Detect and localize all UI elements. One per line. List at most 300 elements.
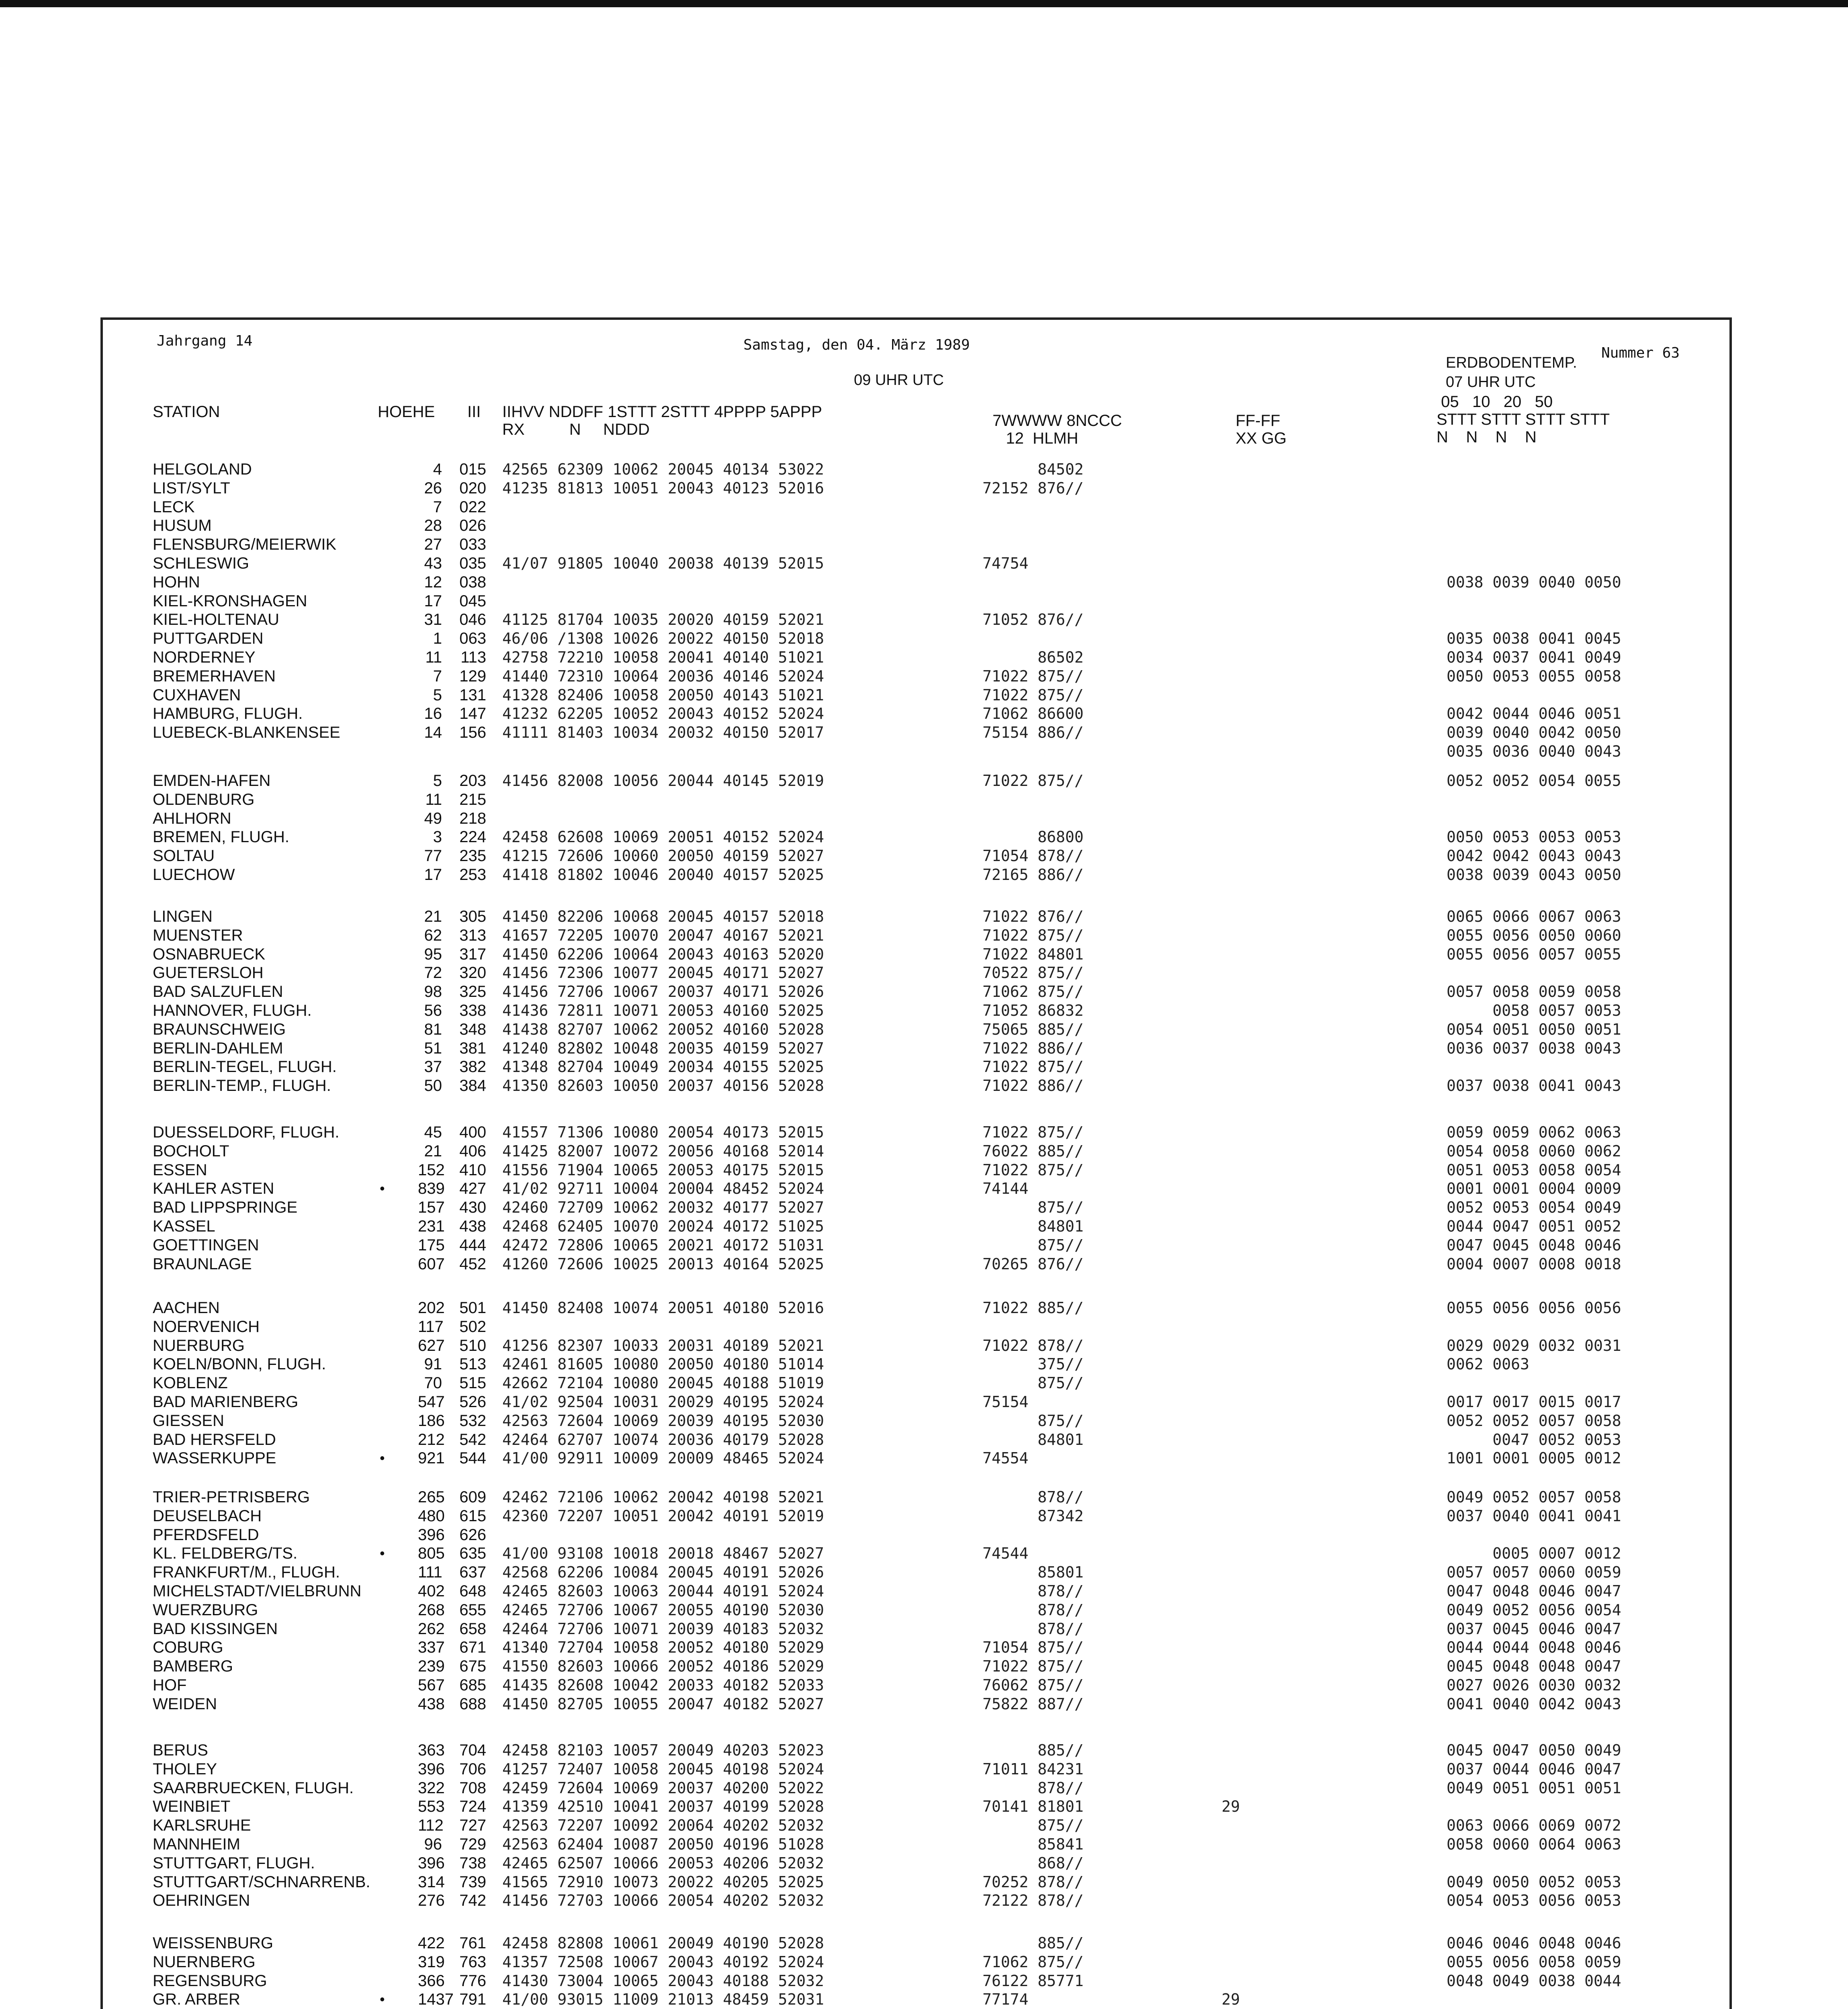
station-elevation: 56 — [424, 1002, 442, 1019]
station-row — [0, 1990, 1848, 2009]
station-row — [0, 1076, 1848, 1095]
station-index: 156 — [459, 724, 486, 741]
weather-groups: 868// — [982, 1854, 1084, 1872]
soil-depth-header: 05 10 20 50 — [1437, 393, 1553, 411]
soil-temperature-groups: 0057 0057 0060 0059 — [1447, 1563, 1621, 1581]
station-index: 113 — [460, 649, 486, 666]
weather-groups: 71022 875// — [982, 772, 1084, 790]
station-elevation: 396 — [418, 1526, 445, 1544]
soil-temperature-groups: 0055 0056 0057 0055 — [1447, 945, 1621, 963]
synop-groups: 41565 72910 10073 20022 40205 52025 — [502, 1873, 824, 1891]
station-name: BAD HERSFELD — [153, 1431, 276, 1448]
synop-groups: 42464 62707 10074 20036 40179 52028 — [502, 1431, 824, 1448]
station-index: 038 — [459, 573, 486, 591]
weather-groups: 87342 — [982, 1507, 1084, 1525]
weather-groups: 70522 875// — [982, 964, 1084, 982]
station-name: OLDENBURG — [153, 791, 255, 808]
station-row — [0, 1760, 1848, 1778]
weather-groups: 84502 — [982, 460, 1084, 478]
wind-gust-groups: 29 — [1222, 1991, 1240, 2008]
report-date: Samstag, den 04. März 1989 — [743, 337, 970, 353]
station-row — [0, 1374, 1848, 1392]
station-row — [0, 865, 1848, 884]
station-index: 427 — [459, 1180, 486, 1197]
station-row — [0, 1563, 1848, 1581]
weather-groups: 70252 878// — [982, 1873, 1084, 1891]
station-index: 761 — [459, 1934, 486, 1952]
synop-groups: 41/00 93015 11009 21013 48459 52031 — [502, 1991, 824, 2008]
weather-groups: 71022 875// — [982, 1058, 1084, 1076]
station-index: 708 — [459, 1779, 486, 1797]
station-row — [0, 1449, 1848, 1467]
station-index: 384 — [459, 1077, 486, 1095]
mountain-station-marker: • — [380, 1180, 385, 1197]
station-row — [0, 1393, 1848, 1411]
station-elevation: 152 — [418, 1161, 445, 1179]
station-elevation: 111 — [418, 1563, 442, 1581]
station-name: BREMERHAVEN — [153, 667, 276, 685]
station-name: BAD MARIENBERG — [153, 1393, 299, 1411]
synop-groups: 42563 72207 10092 20064 40202 52032 — [502, 1817, 824, 1834]
station-elevation: 26 — [424, 479, 442, 497]
station-elevation: 112 — [418, 1817, 444, 1834]
soil-temperature-groups: 0029 0029 0032 0031 — [1447, 1337, 1621, 1354]
soil-temperature-groups: 0027 0026 0030 0032 — [1447, 1676, 1621, 1694]
station-index: 410 — [459, 1161, 486, 1179]
station-index: 022 — [459, 498, 486, 516]
station-elevation: 50 — [424, 1077, 442, 1095]
mountain-station-marker: • — [380, 1545, 385, 1561]
station-row — [0, 686, 1848, 704]
station-index: 526 — [459, 1393, 486, 1411]
soil-temperature-groups: 0062 0063 — [1447, 1355, 1529, 1373]
synop-groups: 41456 72703 10066 20054 40202 52032 — [502, 1892, 824, 1909]
synop-groups: 41257 72407 10058 20045 40198 52024 — [502, 1760, 824, 1778]
soil-temperature-groups: 0059 0059 0062 0063 — [1447, 1123, 1621, 1141]
soil-temperature-groups: 0052 0052 0057 0058 — [1447, 1412, 1621, 1430]
soil-temperature-groups: 0037 0038 0041 0043 — [1447, 1077, 1621, 1095]
weather-groups: 71022 876// — [982, 908, 1084, 925]
station-name: KOELN/BONN, FLUGH. — [153, 1355, 326, 1373]
soil-temperature-groups: 0054 0051 0050 0051 — [1447, 1021, 1621, 1038]
station-index: 325 — [459, 983, 486, 1000]
station-name: GOETTINGEN — [153, 1236, 259, 1254]
station-index: 020 — [459, 479, 486, 497]
obs-time-label: 09 UHR UTC — [854, 372, 944, 389]
synop-groups: 41240 82802 10048 20035 40159 52027 — [502, 1039, 824, 1057]
station-index: 791 — [459, 1991, 486, 2008]
soil-temperature-groups: 0005 0007 0012 — [1447, 1545, 1621, 1562]
station-elevation: 70 — [424, 1374, 442, 1392]
station-name: WEIDEN — [153, 1695, 217, 1713]
station-elevation: 202 — [418, 1299, 445, 1317]
station-row — [0, 1161, 1848, 1179]
station-elevation: 567 — [418, 1676, 445, 1694]
weather-groups: 71022 886// — [982, 1039, 1084, 1057]
station-name: AHLHORN — [153, 810, 231, 827]
station-name: LECK — [153, 498, 195, 516]
station-index: 147 — [459, 705, 486, 722]
station-name: SAARBRUECKEN, FLUGH. — [153, 1779, 354, 1797]
weather-groups: 71011 84231 — [982, 1760, 1084, 1778]
station-name: GR. ARBER — [153, 1991, 240, 2008]
station-row — [0, 1797, 1848, 1816]
synop-groups: 41450 62206 10064 20043 40163 52020 — [502, 945, 824, 963]
synop-groups: 41/02 92504 10031 20029 40195 52024 — [502, 1393, 824, 1411]
weather-groups: 878// — [982, 1582, 1084, 1600]
station-index: 348 — [459, 1021, 486, 1038]
station-name: PUTTGARDEN — [153, 630, 264, 647]
station-row — [0, 1255, 1848, 1273]
station-index: 035 — [459, 554, 486, 572]
station-name: THOLEY — [153, 1760, 217, 1778]
soil-temp-title: ERDBODENTEMP. — [1446, 354, 1577, 371]
ff-column-subheader: XX GG — [1236, 430, 1287, 447]
station-row — [0, 460, 1848, 479]
station-elevation: 396 — [418, 1760, 445, 1778]
station-row — [0, 1601, 1848, 1619]
station-row — [0, 1854, 1848, 1872]
station-index: 253 — [459, 866, 486, 884]
station-elevation: 17 — [424, 866, 442, 884]
soil-temperature-groups: 0055 0056 0056 0056 — [1447, 1299, 1621, 1317]
station-elevation: 627 — [418, 1337, 445, 1354]
station-row — [0, 847, 1848, 865]
synop-groups: 41456 72306 10077 20045 40171 52027 — [502, 964, 824, 982]
weather-groups: 71052 86832 — [982, 1002, 1084, 1019]
station-row — [0, 907, 1848, 926]
station-name: FRANKFURT/M., FLUGH. — [153, 1563, 340, 1581]
station-elevation: 402 — [418, 1582, 445, 1600]
station-row — [0, 1507, 1848, 1525]
weather-groups: 72122 878// — [982, 1892, 1084, 1909]
weather-groups: 71022 885// — [982, 1299, 1084, 1317]
weather-groups: 875// — [982, 1236, 1084, 1254]
synop-groups: 41/02 92711 10004 20004 48452 52024 — [502, 1180, 824, 1197]
station-name: HOHN — [153, 573, 200, 591]
weather-groups: 76062 875// — [982, 1676, 1084, 1694]
synop-groups: 41232 62205 10052 20043 40152 52024 — [502, 705, 824, 722]
synop-groups: 41215 72606 10060 20050 40159 52027 — [502, 847, 824, 865]
weather-groups: 86800 — [982, 828, 1084, 846]
station-row — [0, 1695, 1848, 1713]
station-name: PFERDSFELD — [153, 1526, 259, 1544]
weather-groups: 878// — [982, 1488, 1084, 1506]
station-elevation: 81 — [424, 1021, 442, 1038]
station-index: 658 — [459, 1620, 486, 1638]
weather-groups: 71062 86600 — [982, 705, 1084, 722]
station-name: ESSEN — [153, 1161, 207, 1179]
synop-groups: 42662 72104 10080 20045 40188 51019 — [502, 1374, 824, 1392]
weather-groups: 71022 886// — [982, 1077, 1084, 1095]
station-name: BRAUNLAGE — [153, 1255, 252, 1273]
station-row — [0, 704, 1848, 723]
station-row — [0, 1891, 1848, 1910]
weather-groups: 71062 875// — [982, 983, 1084, 1000]
weather-groups: 76022 885// — [982, 1142, 1084, 1160]
soil-temperature-groups: 0051 0053 0058 0054 — [1447, 1161, 1621, 1179]
station-index: 026 — [459, 517, 486, 534]
synop-groups: 41359 42510 10041 20037 40199 52028 — [502, 1798, 824, 1815]
weather-groups: 77174 — [982, 1991, 1029, 2008]
station-name: HELGOLAND — [153, 460, 252, 478]
soil-temperature-groups: 0048 0049 0038 0044 — [1447, 1972, 1621, 1990]
weather-groups: 885// — [982, 1741, 1084, 1759]
station-row — [0, 610, 1848, 629]
soil-temperature-groups: 0045 0047 0050 0049 — [1447, 1741, 1621, 1759]
synop-groups: 42568 62206 10084 20045 40191 52026 — [502, 1563, 824, 1581]
synop-groups: 41435 82608 10042 20033 40182 52033 — [502, 1676, 824, 1694]
station-elevation: 1437 — [418, 1991, 454, 2008]
soil-temperature-groups: 0063 0066 0069 0072 — [1447, 1817, 1621, 1834]
soil-temperature-groups: 0044 0044 0048 0046 — [1447, 1639, 1621, 1656]
station-elevation: 11 — [425, 649, 442, 666]
station-name: AACHEN — [153, 1299, 220, 1317]
station-elevation: 839 — [418, 1180, 445, 1197]
soil-temperature-groups: 0055 0056 0050 0060 — [1447, 927, 1621, 944]
synop-groups: 41256 82307 10033 20031 40189 52021 — [502, 1337, 824, 1354]
soil-temperature-groups: 0058 0060 0064 0063 — [1447, 1835, 1621, 1853]
soil-temperature-groups: 0049 0052 0057 0058 — [1447, 1488, 1621, 1506]
soil-temperature-groups: 0054 0053 0056 0053 — [1447, 1892, 1621, 1909]
station-row — [0, 1638, 1848, 1657]
station-name: BOCHOLT — [153, 1142, 229, 1160]
weather-groups: 75065 885// — [982, 1021, 1084, 1038]
synop-groups: 42458 82808 10061 20049 40190 52028 — [502, 1934, 824, 1952]
soil-temperature-groups: 0058 0057 0053 — [1447, 1002, 1621, 1019]
station-row — [0, 1934, 1848, 1952]
station-index: 648 — [459, 1582, 486, 1600]
station-row — [0, 573, 1848, 591]
station-elevation: 5 — [433, 772, 442, 790]
station-row — [0, 1816, 1848, 1835]
weather-groups: 71022 878// — [982, 1337, 1084, 1354]
synop-groups: 41/00 92911 10009 20009 48465 52024 — [502, 1449, 824, 1467]
station-name: STUTTGART, FLUGH. — [153, 1854, 315, 1872]
soil-temperature-groups: 0057 0058 0059 0058 — [1447, 983, 1621, 1000]
station-name: BAD KISSINGEN — [153, 1620, 278, 1638]
station-index: 305 — [459, 908, 486, 925]
station-elevation: 16 — [424, 705, 442, 722]
station-index: 688 — [459, 1695, 486, 1713]
station-elevation: 607 — [418, 1255, 445, 1273]
station-elevation: 43 — [424, 554, 442, 572]
station-row — [0, 1526, 1848, 1544]
station-name: EMDEN-HAFEN — [153, 772, 271, 790]
station-elevation: 276 — [418, 1892, 445, 1909]
station-name: BERUS — [153, 1741, 208, 1759]
soil-n-header: N N N N — [1437, 428, 1537, 446]
station-row — [0, 554, 1848, 573]
synop-groups: 41418 81802 10046 20040 40157 52025 — [502, 866, 824, 884]
weather-groups: 71054 875// — [982, 1639, 1084, 1656]
weather-groups: 70141 81801 — [982, 1798, 1084, 1815]
station-elevation: 396 — [418, 1854, 445, 1872]
weather-groups: 878// — [982, 1779, 1084, 1797]
station-row — [0, 828, 1848, 846]
station-elevation: 262 — [418, 1620, 445, 1638]
synop-groups: 41450 82705 10055 20047 40182 52027 — [502, 1695, 824, 1713]
weather-groups: 71022 875// — [982, 927, 1084, 944]
station-name: KARLSRUHE — [153, 1817, 251, 1834]
station-elevation: 27 — [424, 536, 442, 553]
hoehe-column-header: HOEHE — [378, 403, 435, 421]
weather-groups: 84801 — [982, 1217, 1084, 1235]
station-name: OSNABRUECK — [153, 945, 266, 963]
station-name: SCHLESWIG — [153, 554, 250, 572]
synop-groups: 41450 82206 10068 20045 40157 52018 — [502, 908, 824, 925]
station-elevation: 28 — [424, 517, 442, 534]
station-index: 776 — [459, 1972, 486, 1990]
station-elevation: 265 — [418, 1488, 445, 1506]
station-elevation: 49 — [424, 810, 442, 827]
ww-column-header: 7WWWW 8NCCC — [993, 412, 1122, 430]
soil-temperature-groups: 0036 0037 0038 0043 — [1447, 1039, 1621, 1057]
station-index: 635 — [459, 1545, 486, 1562]
weather-groups: 75154 — [982, 1393, 1029, 1411]
weather-groups: 75822 887// — [982, 1695, 1084, 1713]
synop-groups: 41456 72706 10067 20037 40171 52026 — [502, 983, 824, 1000]
synop-groups: 42360 72207 10051 20042 40191 52019 — [502, 1507, 824, 1525]
weather-groups: 875// — [982, 1199, 1084, 1216]
station-row — [0, 1835, 1848, 1854]
station-index: 046 — [459, 611, 486, 628]
station-row — [0, 926, 1848, 945]
synop-groups: 42468 62405 10070 20024 40172 51025 — [502, 1217, 824, 1235]
soil-temperature-groups: 0037 0045 0046 0047 — [1447, 1620, 1621, 1638]
station-row — [0, 1299, 1848, 1317]
synop-groups: 41657 72205 10070 20047 40167 52021 — [502, 927, 824, 944]
station-name: FLENSBURG/MEIERWIK — [153, 536, 337, 553]
weather-groups: 878// — [982, 1601, 1084, 1619]
station-index: 729 — [459, 1835, 486, 1853]
station-row — [0, 648, 1848, 667]
synop-groups: 41557 71306 10080 20054 40173 52015 — [502, 1123, 824, 1141]
station-index: 502 — [459, 1318, 486, 1336]
station-elevation: 268 — [418, 1601, 445, 1619]
synop-groups: 41348 82704 10049 20034 40155 52025 — [502, 1058, 824, 1076]
synop-groups: 42563 72604 10069 20039 40195 52030 — [502, 1412, 824, 1430]
synop-groups: 42458 82103 10057 20049 40203 52023 — [502, 1741, 824, 1759]
station-elevation: 322 — [418, 1779, 445, 1797]
station-index: 532 — [459, 1412, 486, 1430]
station-elevation: 91 — [424, 1355, 442, 1373]
weather-groups: 75154 886// — [982, 724, 1084, 741]
weather-groups: 71062 875// — [982, 1953, 1084, 1971]
weather-groups: 71054 878// — [982, 847, 1084, 865]
station-row — [0, 498, 1848, 516]
weather-groups: 74544 — [982, 1545, 1029, 1562]
synop-groups: 41550 82603 10066 20052 40186 52029 — [502, 1657, 824, 1675]
station-row — [0, 1336, 1848, 1355]
ff-column-header: FF-FF — [1236, 412, 1281, 430]
station-name: COBURG — [153, 1639, 223, 1656]
station-row — [0, 516, 1848, 535]
station-elevation: 37 — [424, 1058, 442, 1076]
station-elevation: 95 — [424, 945, 442, 963]
soil-temperature-groups: 0050 0053 0053 0053 — [1447, 828, 1621, 846]
station-row — [0, 1123, 1848, 1142]
station-index: 313 — [459, 927, 486, 944]
station-name: NOERVENICH — [153, 1318, 260, 1336]
station-index: 510 — [459, 1337, 486, 1354]
station-elevation: 77 — [424, 847, 442, 865]
station-index: 742 — [459, 1892, 486, 1909]
weather-groups: 74554 — [982, 1449, 1029, 1467]
mountain-station-marker: • — [380, 1450, 385, 1466]
weather-groups: 85801 — [982, 1563, 1084, 1581]
soil-temperature-groups: 0044 0047 0051 0052 — [1447, 1217, 1621, 1235]
synop-groups: 42465 62507 10066 20053 40206 52032 — [502, 1854, 824, 1872]
station-index: 763 — [459, 1953, 486, 1971]
weather-groups: 71022 875// — [982, 1123, 1084, 1141]
station-index: 430 — [459, 1199, 486, 1216]
wind-gust-groups: 29 — [1222, 1798, 1240, 1815]
soil-temperature-groups: 0052 0053 0054 0049 — [1447, 1199, 1621, 1216]
station-name: GUETERSLOH — [153, 964, 264, 982]
station-name: LUECHOW — [153, 866, 235, 884]
station-name: KL. FELDBERG/TS. — [153, 1545, 298, 1562]
station-row — [0, 1020, 1848, 1039]
station-index: 444 — [459, 1236, 486, 1254]
station-elevation: 5 — [433, 686, 442, 704]
station-index: 338 — [459, 1002, 486, 1019]
soil-temperature-groups: 0045 0048 0048 0047 — [1447, 1657, 1621, 1675]
station-index: 203 — [459, 772, 486, 790]
station-name: KASSEL — [153, 1217, 215, 1235]
station-index: 637 — [459, 1563, 486, 1581]
station-name: DUESSELDORF, FLUGH. — [153, 1123, 340, 1141]
station-elevation: 553 — [418, 1798, 445, 1815]
weather-groups: 71022 875// — [982, 1161, 1084, 1179]
station-index: 675 — [459, 1657, 486, 1675]
station-name: KIEL-KRONSHAGEN — [153, 592, 307, 610]
station-index: 218 — [459, 810, 486, 827]
synop-groups: 41436 72811 10071 20053 40160 52025 — [502, 1002, 824, 1019]
station-name: BERLIN-DAHLEM — [153, 1039, 283, 1057]
station-name: BERLIN-TEGEL, FLUGH. — [153, 1058, 337, 1076]
station-name: SOLTAU — [153, 847, 215, 865]
station-elevation: 186 — [418, 1412, 445, 1430]
synop-groups: 41125 81704 10035 20020 40159 52021 — [502, 611, 824, 628]
station-name: LUEBECK-BLANKENSEE — [153, 724, 340, 741]
station-elevation: 3 — [433, 828, 442, 846]
station-row — [0, 1779, 1848, 1797]
soil-temperature-groups: 0035 0038 0041 0045 — [1447, 630, 1621, 647]
soil-temperature-groups: 0047 0045 0048 0046 — [1447, 1236, 1621, 1254]
weather-groups: 72165 886// — [982, 866, 1084, 884]
ww-column-subheader: 12 HLMH — [993, 430, 1079, 447]
synop-groups: 41235 81813 10051 20043 40123 52016 — [502, 479, 824, 497]
station-elevation: 547 — [418, 1393, 445, 1411]
synop-groups: 42459 72604 10069 20037 40200 52022 — [502, 1779, 824, 1797]
station-elevation: 31 — [424, 611, 442, 628]
station-index: 320 — [459, 964, 486, 982]
station-elevation: 175 — [418, 1236, 445, 1254]
station-row — [0, 1001, 1848, 1020]
station-elevation: 7 — [433, 667, 442, 685]
station-name: LINGEN — [153, 908, 213, 925]
station-name: KAHLER ASTEN — [153, 1180, 274, 1197]
station-row — [0, 1236, 1848, 1254]
station-index: 739 — [459, 1873, 486, 1891]
station-row — [0, 809, 1848, 828]
station-name: BAMBERG — [153, 1657, 233, 1675]
station-index: 738 — [459, 1854, 486, 1872]
weather-groups: 875// — [982, 1374, 1084, 1392]
station-index: 438 — [459, 1217, 486, 1235]
station-row — [0, 1058, 1848, 1076]
